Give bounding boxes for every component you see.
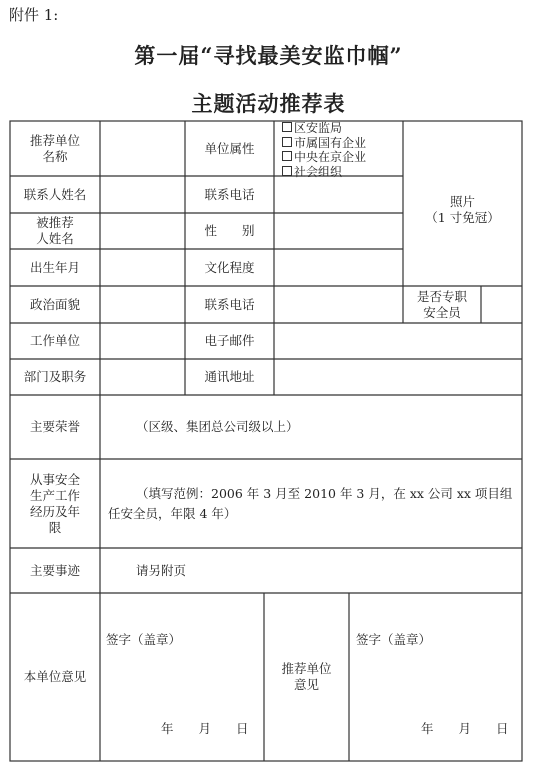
checkbox-icon[interactable] (282, 166, 292, 176)
recommender-date-label[interactable]: 年 月 日 (421, 721, 509, 736)
photo-size-note: （1 寸免冠） (425, 209, 500, 225)
dept-position-label: 部门及职务 (23, 369, 87, 384)
checkbox-icon[interactable] (282, 151, 292, 161)
workplace-label: 工作单位 (29, 333, 80, 348)
option-district-bureau[interactable]: 区安监局 (282, 121, 366, 136)
unit-name-label: 推荐单位名称 (29, 132, 80, 164)
email-label: 电子邮件 (204, 333, 255, 348)
contact-phone-label: 联系电话 (204, 186, 255, 202)
option-municipal-soe[interactable]: 市属国有企业 (282, 136, 366, 151)
fulltime-safety-label: 是否专职安全员 (416, 288, 467, 320)
contact-name-label: 联系人姓名 (23, 186, 87, 202)
unit-signature-label[interactable]: 签字（盖章） (106, 632, 182, 647)
contact-phone-label-2: 联系电话 (204, 296, 255, 312)
unit-attr-label: 单位属性 (204, 140, 255, 156)
form-title-line2: 主题活动推荐表 (191, 91, 346, 116)
recommender-signature-label[interactable]: 签字（盖章） (356, 632, 432, 647)
option-central-enterprise[interactable]: 中央在京企业 (282, 150, 366, 165)
unit-name-field[interactable] (100, 121, 185, 176)
gender-label: 性 别 (204, 223, 255, 238)
experience-hint[interactable]: （填写范例：2006 年 3 月至 2010 年 3 月，在 xx 公司 xx 项目组任安全员，年限 4 年） (108, 485, 513, 521)
deeds-hint[interactable]: 请另附页 (136, 562, 187, 578)
address-label: 通讯地址 (204, 369, 255, 384)
attachment-label: 附件 1: (9, 6, 59, 24)
education-label: 文化程度 (204, 259, 255, 275)
checkbox-icon[interactable] (282, 137, 292, 147)
photo-area[interactable] (403, 121, 522, 286)
form-title-line1: 第一届“寻找最美安监巾帼” (134, 43, 403, 68)
unit-attr-options (282, 121, 366, 179)
honors-hint[interactable]: （区级、集团总公司级以上） (136, 419, 299, 434)
birth-label: 出生年月 (29, 259, 80, 275)
honors-label: 主要荣誉 (29, 419, 80, 434)
deeds-label: 主要事迹 (29, 562, 80, 578)
experience-label: 从事安全生产工作经历及年限 (29, 471, 80, 535)
photo-label: 照片 (449, 193, 475, 209)
political-status-label: 政治面貌 (29, 296, 80, 312)
option-social-org[interactable]: 社会组织 (282, 165, 366, 180)
nominee-name-label: 被推荐人姓名 (36, 215, 74, 246)
checkbox-icon[interactable] (282, 122, 292, 132)
unit-date-label[interactable]: 年 月 日 (161, 721, 249, 736)
unit-opinion-label: 本单位意见 (23, 669, 87, 684)
recommender-opinion-label: 推荐单位意见 (281, 661, 332, 692)
